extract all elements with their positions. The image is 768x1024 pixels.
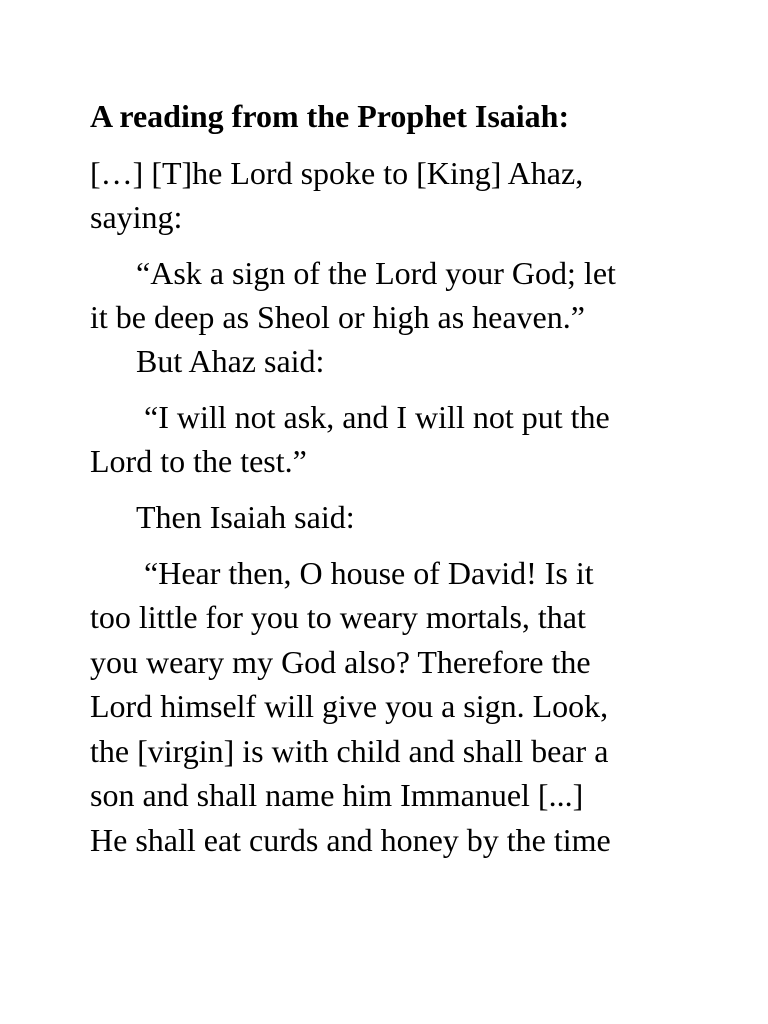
text-line: “I will not ask, and I will not put the	[136, 399, 610, 435]
text-line: Lord himself will give you a sign. Look,	[90, 688, 609, 724]
text-line: But Ahaz said:	[136, 343, 325, 379]
text-line: “Hear then, O house of David! Is it	[136, 555, 594, 591]
text-line: “Ask a sign of the Lord your God; let	[136, 255, 616, 291]
text-line: you weary my God also? Therefore the	[90, 644, 591, 680]
text-line: too little for you to weary mortals, that	[90, 599, 586, 635]
text-line: saying:	[90, 199, 183, 235]
text-line: son and shall name him Immanuel [...]	[90, 777, 584, 813]
text-line: Then Isaiah said:	[136, 499, 355, 535]
text-line: it be deep as Sheol or high as heaven.”	[90, 299, 585, 335]
reading-heading: A reading from the Prophet Isaiah:	[90, 98, 570, 134]
text-line: the [virgin] is with child and shall bear a	[90, 733, 609, 769]
text-line: […] [T]he Lord spoke to [King] Ahaz,	[90, 155, 584, 191]
text-line: He shall eat curds and honey by the time	[90, 822, 611, 858]
text-line: Lord to the test.”	[90, 443, 307, 479]
